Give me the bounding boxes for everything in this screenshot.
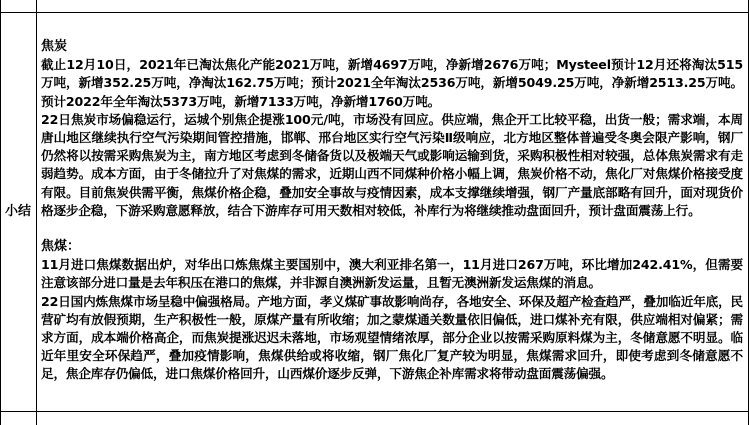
row-label: 小结	[4, 204, 31, 219]
coke-paragraph-capacity: 截止12月10日，2021年已淘汰焦化产能2021万吨，新增4697万吨，净新增2676万吨；Mysteel预计12月还将淘汰515万吨，新增352.25万吨，净淘汰162.75万吨；预计2021全年淘汰2536万吨，新增5049.25万吨，净新增2513.25万吨。预计2022年全年淘汰5373万吨，新增7133万吨，净新增1760万吨。	[41, 57, 743, 109]
table-bottom-border	[0, 411, 749, 412]
coking-coal-paragraph-imports: 11月进口焦煤数据出炉，对华出口炼焦煤主要国别中，澳大利亚排名第一，11月进口267万吨，环比增加242.41%，但需要注意该部分进口量是去年积压在港口的焦煤，并非源自澳洲新发运量，且暂无澳洲新发运焦煤的消息。	[41, 257, 743, 291]
row-label-cell	[0, 13, 36, 411]
table-column-divider	[36, 0, 37, 425]
coke-section	[41, 38, 743, 220]
coking-coal-section	[41, 238, 743, 384]
coking-coal-section-title: 焦煤：	[41, 239, 81, 255]
section-spacer	[41, 220, 743, 238]
coke-paragraph-market: 22日焦炭市场偏稳运行，运城个别焦企提涨100元/吨，市场没有回应。供应端，焦企开工比较平稳，出货一般；需求端，本周唐山地区继续执行空气污染期间管控措施，邯郸、邢台地区实行空气污染Ⅱ级响应，北方地区整体普遍受冬奥会限产影响，钢厂仍然将以按需采购焦炭为主，南方地区考虑到冬储备货以及极端天气或影响运输到货，采购积极性相对较强，总体焦炭需求有走弱趋势。成本方面，由于冬储拉升了对焦煤的需求，近期山西不同煤种价格小幅上调，焦炭价格不动，焦化厂对焦煤价格接受度有限。目前焦炭供需平衡，焦煤价格企稳，叠加安全事故与疫情因素，成本支撑继续增强，钢厂产量底部略有回升，面对现货价格逐步企稳，下游采购意愿释放，结合下游库存可用天数相对较低，补库行为将继续推动盘面回升，预计盘面震荡上行。	[41, 111, 743, 218]
coke-section-title: 焦炭	[41, 39, 68, 54]
table-top-border	[0, 12, 749, 13]
summary-content-cell	[41, 38, 743, 384]
coking-coal-paragraph-market: 22日国内炼焦煤市场呈稳中偏强格局。产地方面，孝义煤矿事故影响尚存，各地安全、环保及超产检查趋严，叠加临近年底，民营矿均有放假预期，生产积极性一般，原煤产量有所收缩；加之蒙煤通关数量依旧偏低，进口煤补充有限，供应端相对偏紧；需求方面，成本端价格高企，而焦炭提涨迟迟未落地，市场观望情绪浓厚，部分企业以按需采购原料煤为主，冬储意愿不明显。临近年里安全环保趋严，叠加疫情影响，焦煤供给或将收缩，钢厂焦化厂复产较为明显，焦煤需求回升，即使考虑到冬储意愿不足，焦企库存仍偏低，进口焦煤价格回升，山西煤价逐步反弹，下游焦企补库需求将带动盘面震荡偏强。	[41, 293, 743, 382]
